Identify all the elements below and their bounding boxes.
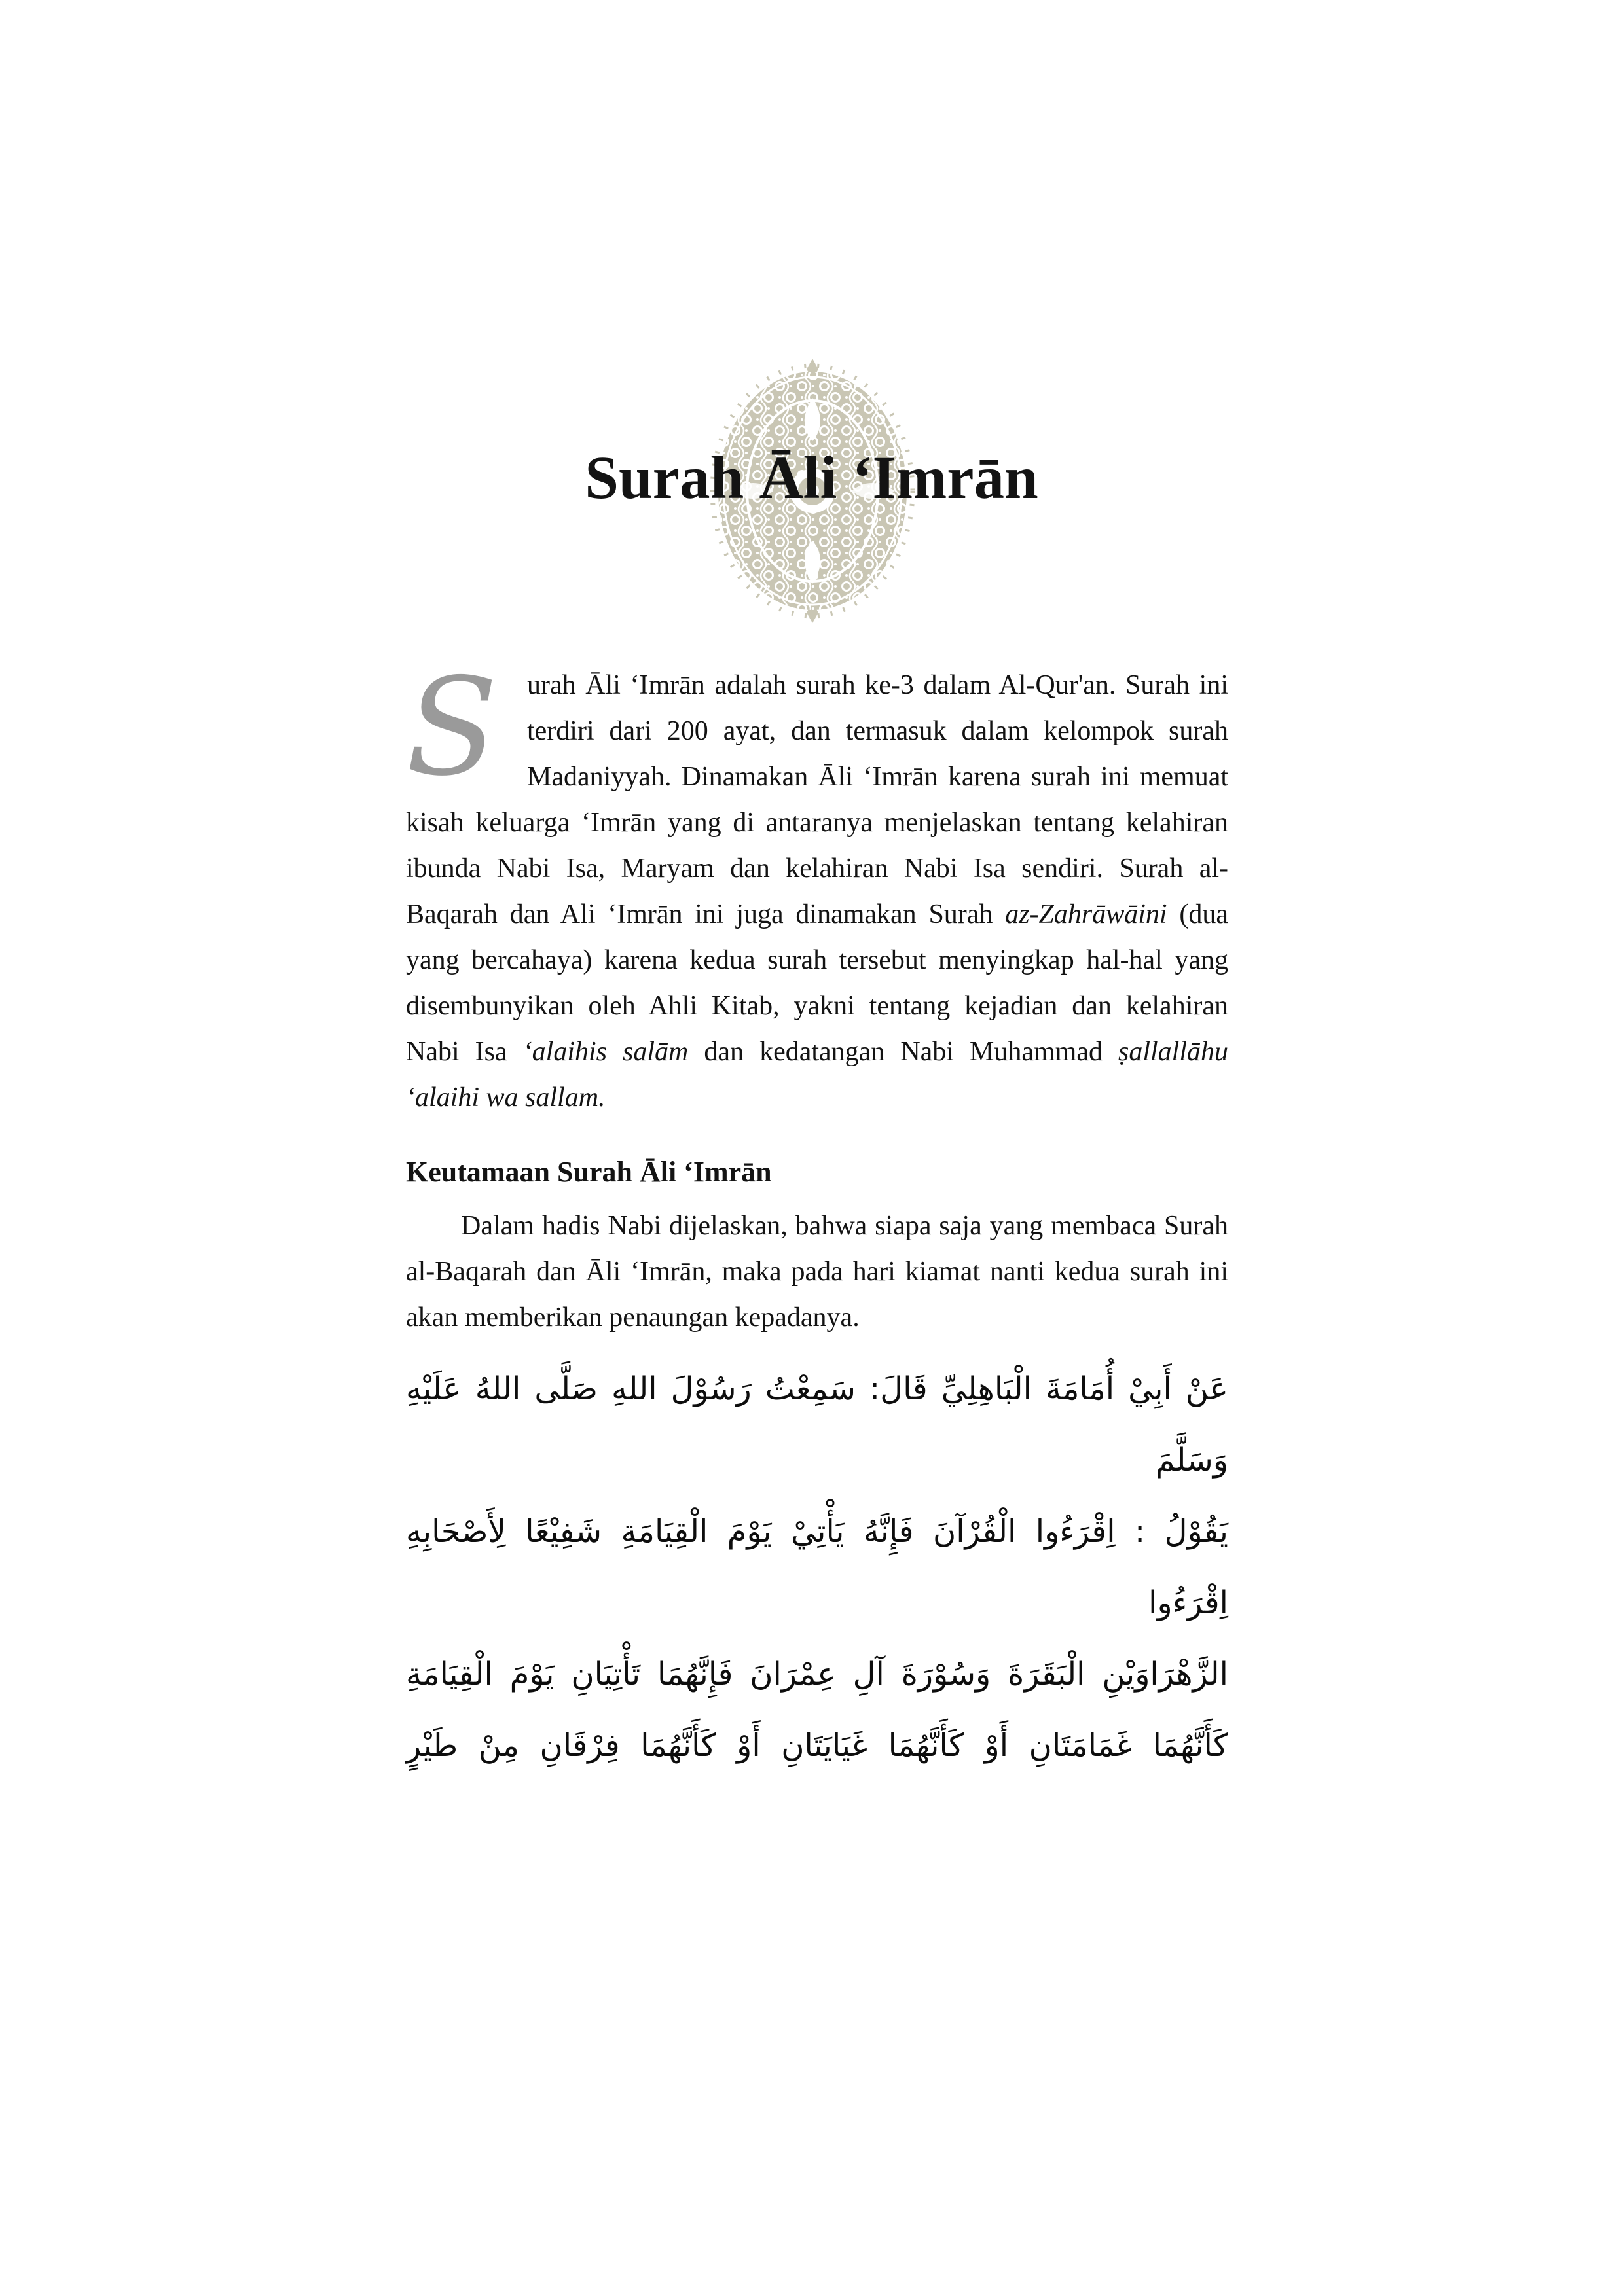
intro-text-italic-sallallahu: ṣallallāhu ‘alaihi wa sallam.: [406, 1037, 1229, 1113]
intro-paragraph: [406, 650, 1229, 1121]
drop-cap-box: [406, 650, 527, 806]
hadith-line: كَأَنَّهُمَا غَمَامَتَانِ أَوْ كَأَنَّهُمَا غَيَايَتَانِ أَوْ كَأَنَّهُمَا فِرْقَانِ مِنْ طَيْرٍ: [406, 1727, 1228, 1764]
hadith-block: [406, 1354, 1228, 1782]
hadith-line: يَقُوْلُ : اِقْرَءُوا الْقُرْآنَ فَإِنَّهُ يَأْتِيْ يَوْمَ الْقِيَامَةِ شَفِيْعًا لِأَصْحَابِهِ اِقْرَءُوا: [406, 1513, 1228, 1621]
hadith-line: الزَّهْرَاوَيْنِ الْبَقَرَةَ وَسُوْرَةَ آلِ عِمْرَانَ فَإِنَّهُمَا تَأْتِيَانِ يَوْمَ الْقِيَامَةِ: [406, 1656, 1228, 1693]
intro-text: (dua yang bercahaya) karena kedua surah tersebut menyingkap hal-hal yang disembunyikan oleh Ahli Kitab, yakni tentang kejadian dan kelahiran Nabi Isa: [406, 899, 1228, 1067]
intro-text-italic-az-zahrawaini: az-Zahrāwāini: [1005, 899, 1167, 929]
section-paragraph: Dalam hadis Nabi dijelaskan, bahwa siapa saja yang membaca Surah al-Baqarah dan Āli ‘Imrān, maka pada hari kiamat nanti kedua surah ini akan memberikan penaungan kepadanya.: [406, 1211, 1228, 1333]
page-title: Surah Āli ‘Imrān: [585, 444, 1038, 512]
intro-text-italic-alaihis-salam: ‘alaihis salām: [522, 1037, 689, 1067]
section-heading: Keutamaan Surah Āli ‘Imrān: [406, 1156, 772, 1188]
intro-text: urah Āli ‘Imrān adalah surah ke-3 dalam Al-Qur'an. Surah ini terdiri dari 200 ayat, dan termasuk dalam kelompok surah Madaniyyah. Dinamakan Āli ‘Imrān karena surah ini memuat kisah keluarga ‘Imrān yang di antaranya menjelaskan tentang kelahiran ibunda Nabi Isa, Maryam dan kelahiran Nabi Isa sendiri. Surah al-Baqarah dan Ali ‘Imrān ini juga dinamakan Surah: [406, 670, 1228, 929]
hadith-line: عَنْ أَبِيْ أُمَامَةَ الْبَاهِلِيِّ قَالَ: سَمِعْتُ رَسُوْلَ اللهِ صَلَّى اللهُ عَلَيْهِ وَسَلَّمَ: [406, 1371, 1228, 1479]
drop-cap-letter: S: [406, 650, 498, 806]
intro-text: dan kedatangan Nabi Muhammad: [688, 1037, 1118, 1067]
